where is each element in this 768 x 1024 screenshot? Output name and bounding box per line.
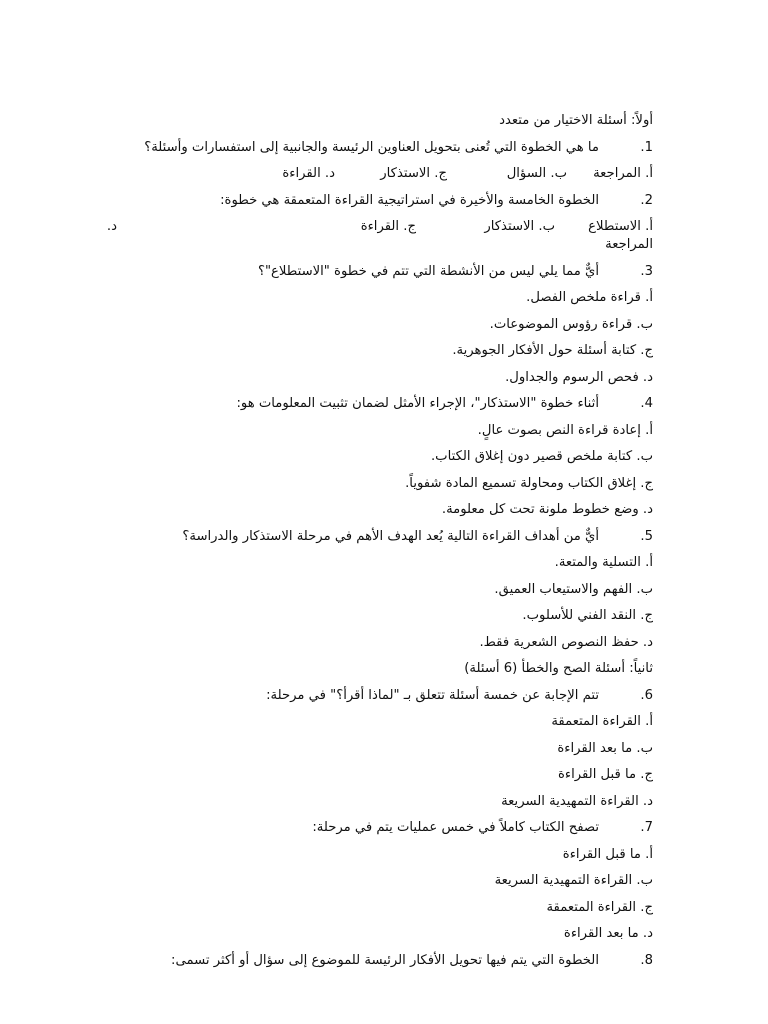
option-a: أ. الاستطلاع	[588, 219, 653, 234]
document-body	[68, 108, 653, 974]
question-7: 7.تصفح الكتاب كاملاً في خمس عمليات يتم في مرحلة:	[312, 820, 653, 835]
option-c: ج. الاستذكار	[380, 166, 447, 181]
option-d: د.	[106, 219, 117, 234]
option-a: أ. قراءة ملخص الفصل.	[526, 290, 653, 305]
question-3: 3.أيٌّ مما يلي ليس من الأنشطة التي تتم في خطوة "الاستطلاع"؟	[257, 263, 653, 279]
question-5: 5.أيٌّ من أهداف القراءة التالية يُعد الهدف الأهم في مرحلة الاستذكار والدراسة؟	[182, 528, 653, 544]
option-b: ب. قراءة رؤوس الموضوعات.	[489, 316, 653, 332]
option-a: أ. التسلية والمتعة.	[554, 555, 653, 570]
question-2-options	[68, 214, 653, 255]
option-d: د. فحص الرسوم والجداول.	[505, 369, 653, 385]
question-1-options	[68, 161, 653, 188]
section-heading-true-false: ثانياً: أسئلة الصح والخطأ (6 أسئلة)	[464, 661, 653, 676]
option-c: ج. النقد الفني للأسلوب.	[522, 608, 653, 623]
option-a: أ. إعادة قراءة النص بصوت عالٍ.	[477, 422, 653, 438]
option-d: د. ما بعد القراءة	[563, 926, 653, 941]
option-b: ب. ما بعد القراءة	[557, 740, 653, 756]
question-1: 1.ما هي الخطوة التي تُعنى بتحويل العناوين الرئيسة والجانبية إلى استفسارات وأسئلة؟	[144, 139, 653, 155]
option-b: ب. القراءة التمهيدية السريعة	[494, 873, 653, 888]
option-a: أ. المراجعة	[593, 166, 653, 181]
question-4: 4.أثناء خطوة "الاستذكار"، الإجراء الأمثل لضمان تثبيت المعلومات هو:	[236, 396, 653, 411]
option-a: أ. القراءة المتعمقة	[551, 714, 653, 729]
question-8: 8.الخطوة التي يتم فيها تحويل الأفكار الرئيسة للموضوع إلى سؤال أو أكثر تسمى:	[171, 952, 653, 968]
option-b: ب. الفهم والاستيعاب العميق.	[494, 581, 653, 597]
option-d: د. القراءة	[282, 166, 335, 181]
section-heading-mcq: أولاً: أسئلة الاختيار من متعدد	[499, 113, 653, 128]
option-c: ج. كتابة أسئلة حول الأفكار الجوهرية.	[452, 343, 653, 358]
option-b: ب. كتابة ملخص قصير دون إغلاق الكتاب.	[430, 449, 653, 464]
option-c: ج. ما قبل القراءة	[557, 767, 653, 782]
option-d: د. وضع خطوط ملونة تحت كل معلومة.	[441, 502, 653, 517]
option-d-continued: المراجعة	[605, 236, 653, 252]
option-d: د. حفظ النصوص الشعرية فقط.	[479, 634, 653, 650]
question-2: 2.الخطوة الخامسة والأخيرة في استراتيجية القراءة المتعمقة هي خطوة:	[220, 192, 653, 208]
option-b: ب. الاستذكار	[484, 219, 555, 234]
option-a: أ. ما قبل القراءة	[562, 846, 653, 862]
option-c: ج. إغلاق الكتاب ومحاولة تسميع المادة شفوياً.	[405, 475, 653, 491]
option-c: ج. القراءة	[360, 219, 416, 234]
question-6: 6.تتم الإجابة عن خمسة أسئلة تتعلق بـ "لماذا أقرأ؟" في مرحلة:	[266, 687, 653, 703]
option-d: د. القراءة التمهيدية السريعة	[501, 793, 653, 809]
option-b: ب. السؤال	[506, 166, 567, 181]
option-c: ج. القراءة المتعمقة	[546, 899, 653, 915]
